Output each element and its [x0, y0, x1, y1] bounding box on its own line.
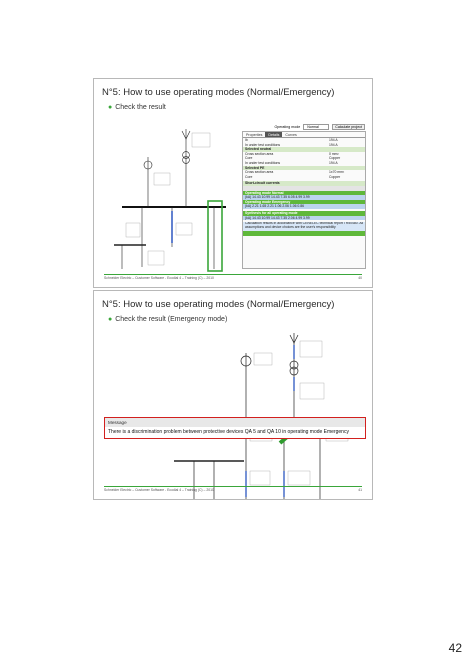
message-header: Message: [105, 418, 365, 427]
device-label-box: [148, 251, 164, 265]
device-label-box: [288, 471, 310, 485]
calculate-project-button[interactable]: Calculate project: [332, 124, 365, 130]
device-label-box: [154, 173, 170, 185]
slide-bullet: ● Check the result (Emergency mode): [108, 316, 228, 323]
calculation-note: Calculation results in accordance with CENELEC technical report TR50480. All assumptions and device choices are the user's responsibility: [243, 222, 365, 231]
result-row: In under test conditions 194 A: [245, 142, 338, 147]
footer-strip: [243, 231, 365, 236]
operating-mode-select[interactable]: Normal: [303, 124, 329, 130]
slide-title: N°5: How to use operating modes (Normal/Emergency): [102, 87, 335, 98]
slide-1: [93, 78, 373, 288]
slide-footer: Schneider Electric – Customer Software - Ecodial 4 – Training (C) – 2010 41: [104, 486, 362, 495]
slide-footer: Schneider Electric – Customer Software - Ecodial 4 – Training (C) – 2010 40: [104, 274, 362, 283]
result-row: Cross section area 1x70 mm²: [245, 170, 345, 175]
message-text: There is a discrimination problem between protective devices QA 5 and QA 10 in operating mode Emergency: [108, 429, 349, 435]
result-row: Core Copper: [245, 174, 341, 179]
results-panel: [242, 124, 366, 269]
short-circuit-header: Short-circuit currents: [243, 181, 365, 186]
result-row: Selected PE: [243, 166, 365, 171]
synthesis-values: (kA) 14.43 10.99 14.43 7.35 2.06 4.99 3.99: [243, 216, 365, 221]
device-label-box: [300, 341, 322, 357]
result-row: In under test conditions 194 A: [245, 160, 338, 165]
mode-emergency-header: Operating mode Emergency: [243, 200, 365, 205]
result-row: Cross section area 0 mm²: [245, 151, 339, 156]
device-label-box: [176, 223, 192, 235]
page-number: 42: [448, 641, 462, 655]
tab-properties[interactable]: Properties: [246, 133, 263, 137]
single-line-diagram-emergency[interactable]: [134, 331, 354, 499]
panel-toolbar: Operating mode Normal Calculate project: [243, 122, 367, 131]
device-label-box: [126, 223, 140, 237]
slide-bullet: ● Check the result: [108, 104, 166, 111]
synthesis-header: Synthesis for all operating mode: [243, 211, 365, 216]
mode-emergency-values: (kA) 2.21 1.65 2.21 1.06 2.06 1.06 0.86: [243, 204, 365, 209]
device-label-box: [300, 383, 324, 399]
device-label-box: [192, 133, 210, 147]
slide-title: N°5: How to use operating modes (Normal/Emergency): [102, 299, 335, 310]
single-line-diagram[interactable]: [102, 127, 242, 277]
result-row: Selected neutral: [243, 147, 365, 152]
selected-cable-highlight: [208, 201, 222, 271]
device-label-box: [254, 353, 272, 365]
bullet-dot-icon: ●: [108, 316, 113, 323]
result-row: Ib 194 A: [245, 138, 338, 142]
slide-2: [93, 290, 373, 500]
tab-curves[interactable]: Curves: [285, 133, 297, 137]
device-label-box: [250, 471, 270, 485]
result-row: Core Copper: [245, 156, 341, 161]
mode-normal-header: Operating mode Normal: [243, 191, 365, 196]
mode-normal-values: (kA) 14.43 10.99 14.43 7.35 6.05 4.99 3.99: [243, 195, 365, 200]
bullet-dot-icon: ●: [108, 104, 113, 111]
tab-details[interactable]: Details: [265, 132, 282, 137]
message-dialog: [104, 417, 366, 439]
